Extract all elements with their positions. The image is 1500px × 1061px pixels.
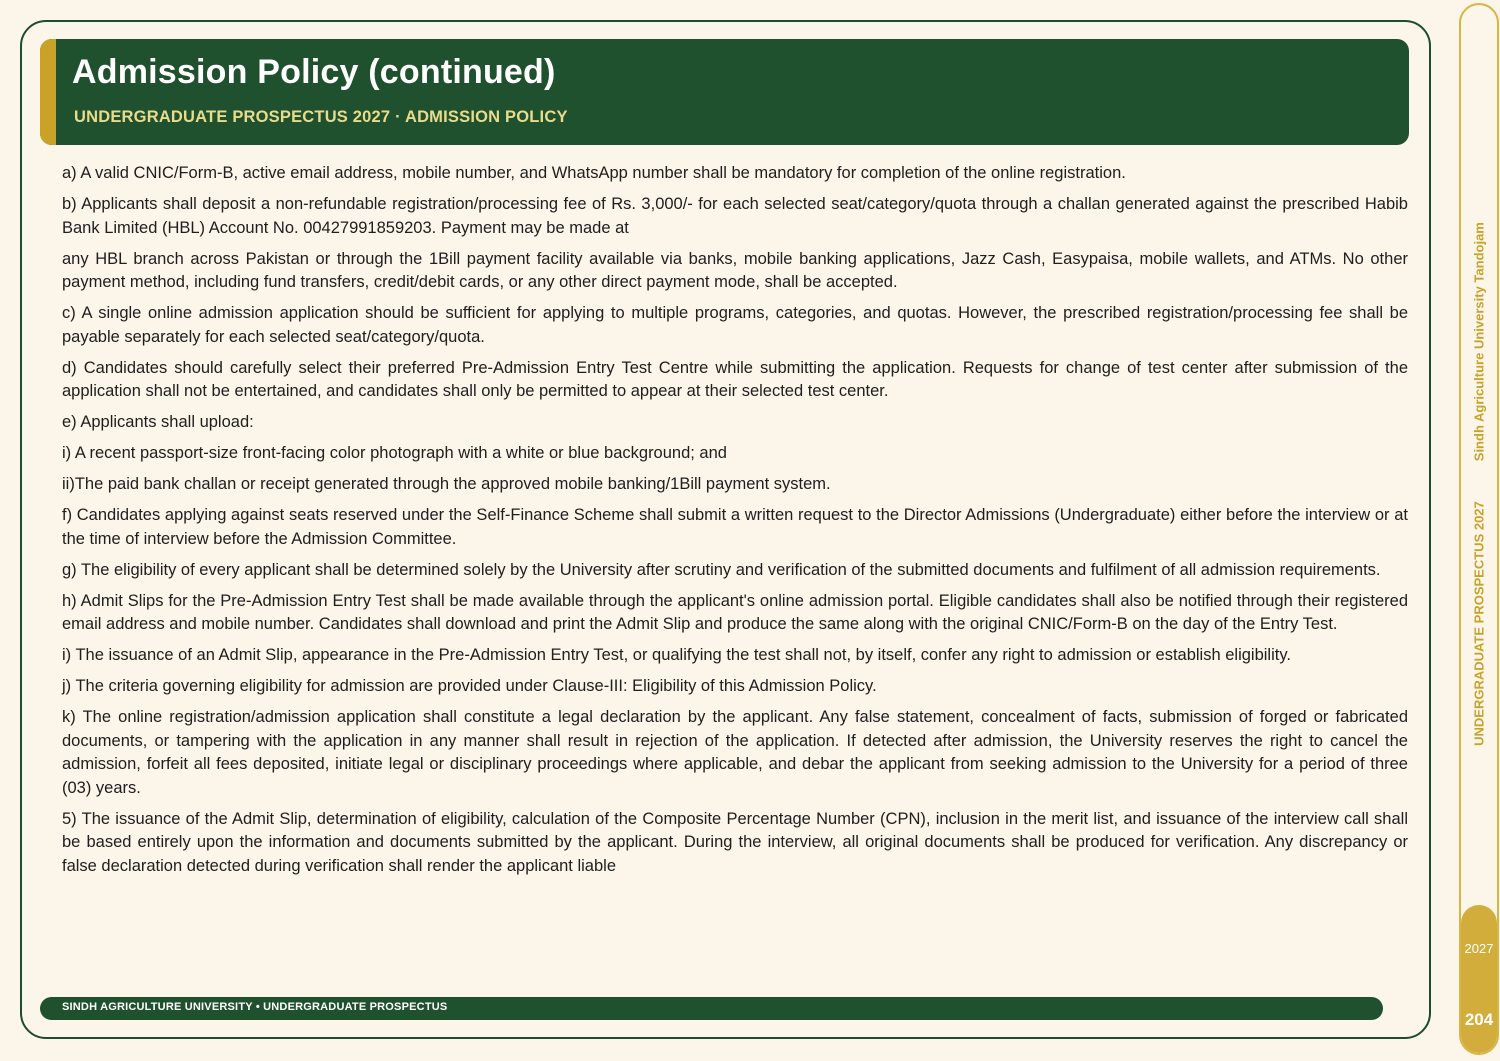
clause-k: k) The online registration/admission application shall constitute a legal declaration by the applicant. Any false statement, concealment of facts, submission of forged or fabricated documents, or tampering with the application in any manner shall result in rejection of the application. If detected after admission, the University reserves the right to cancel the admission, forfeit all fees deposited, initiate legal or disciplinary proceedings where applicable, and debar the applicant from seeking admission to the University for a period of three (03) years. (62, 708, 1408, 797)
side-vertical-label (1472, 222, 1487, 746)
clause-e-item-i: i) A recent passport-size front-facing color photograph with a white or blue background; and (62, 444, 727, 462)
side-prospectus-label: UNDERGRADUATE PROSPECTUS 2027 (1471, 501, 1487, 746)
clause-i: i) The issuance of an Admit Slip, appearance in the Pre-Admission Entry Test, or qualifying the test shall not, by itself, confer any right to admission or establish eligibility. (62, 646, 1291, 664)
page-title: Admission Policy (continued) (72, 53, 556, 91)
clause-e-item-ii: ii)The paid bank challan or receipt generated through the approved mobile banking/1Bill payment system. (62, 475, 831, 493)
side-university-label: Sindh Agriculture University Tandojam (1471, 222, 1487, 462)
side-year: 2027 (1464, 941, 1494, 956)
footer-banner (40, 997, 1383, 1020)
clause-5: 5) The issuance of the Admit Slip, determination of eligibility, calculation of the Composite Percentage Number (CPN), inclusion in the merit list, and issuance of the interview call shall be based entirely upon the information and documents submitted by the applicant. During the interview, all original documents shall be produced for verification. Any discrepancy or false declaration detected during verification shall render the applicant liable (62, 809, 1408, 875)
clause-c: c) A single online admission application should be sufficient for applying to multiple programs, categories, and quotas. However, the prescribed registration/processing fee shall be payable separately for each selected seat/category/quota. (62, 304, 1408, 346)
clause-e: e) Applicants shall upload: (62, 413, 254, 431)
clause-d: d) Candidates should carefully select their preferred Pre-Admission Entry Test Centre while submitting the application. Requests for change of test center after submission of the application shall not be entertained, and candidates shall only be permitted to appear at their selected test center. (62, 358, 1408, 400)
clause-g: g) The eligibility of every applicant shall be determined solely by the University after scrutiny and verification of the submitted documents and fulfilment of all admission requirements. (62, 560, 1381, 579)
header-banner (40, 39, 1409, 145)
clause-h: h) Admit Slips for the Pre-Admission Entry Test shall be made available through the applicant's online admission portal. Eligible candidates shall also be notified through their registered email address and mobile number. Candidates shall download and print the Admit Slip and produce the same along with the original CNIC/Form-B on the day of the Entry Test. (62, 591, 1408, 633)
clause-f: f) Candidates applying against seats reserved under the Self-Finance Scheme shall submit a written request to the Director Admissions (Undergraduate) either before the interview or at the time of interview before the Admission Committee. (62, 506, 1408, 548)
clause-a: a) A valid CNIC/Form-B, active email address, mobile number, and WhatsApp number shall be mandatory for completion of the online registration. (62, 164, 1126, 182)
side-tab-fill (1461, 905, 1497, 1055)
header-accent-bar (40, 39, 56, 145)
policy-body (62, 162, 1408, 886)
footer-text: SINDH AGRICULTURE UNIVERSITY • UNDERGRADUATE PROSPECTUS (62, 1001, 448, 1013)
page-subtitle: UNDERGRADUATE PROSPECTUS 2027 · ADMISSION POLICY (74, 108, 568, 126)
clause-j: j) The criteria governing eligibility for admission are provided under Clause-III: Eligibility of this Admission Policy. (62, 677, 877, 695)
clause-b: b) Applicants shall deposit a non-refundable registration/processing fee of Rs. 3,000/- for each selected seat/category/quota through a challan generated against the prescribed Habib Bank Limited (HBL) Account No. 00427991859203. Payment may be made at (62, 195, 1408, 237)
clause-b-continued: any HBL branch across Pakistan or through the 1Bill payment facility available via banks, mobile banking applications, Jazz Cash, Easypaisa, mobile wallets, and ATMs. No other payment method, including fund transfers, credit/debit cards, or any other direct payment mode, shall be accepted. (62, 249, 1408, 291)
page-number: 204 (1464, 1010, 1494, 1029)
